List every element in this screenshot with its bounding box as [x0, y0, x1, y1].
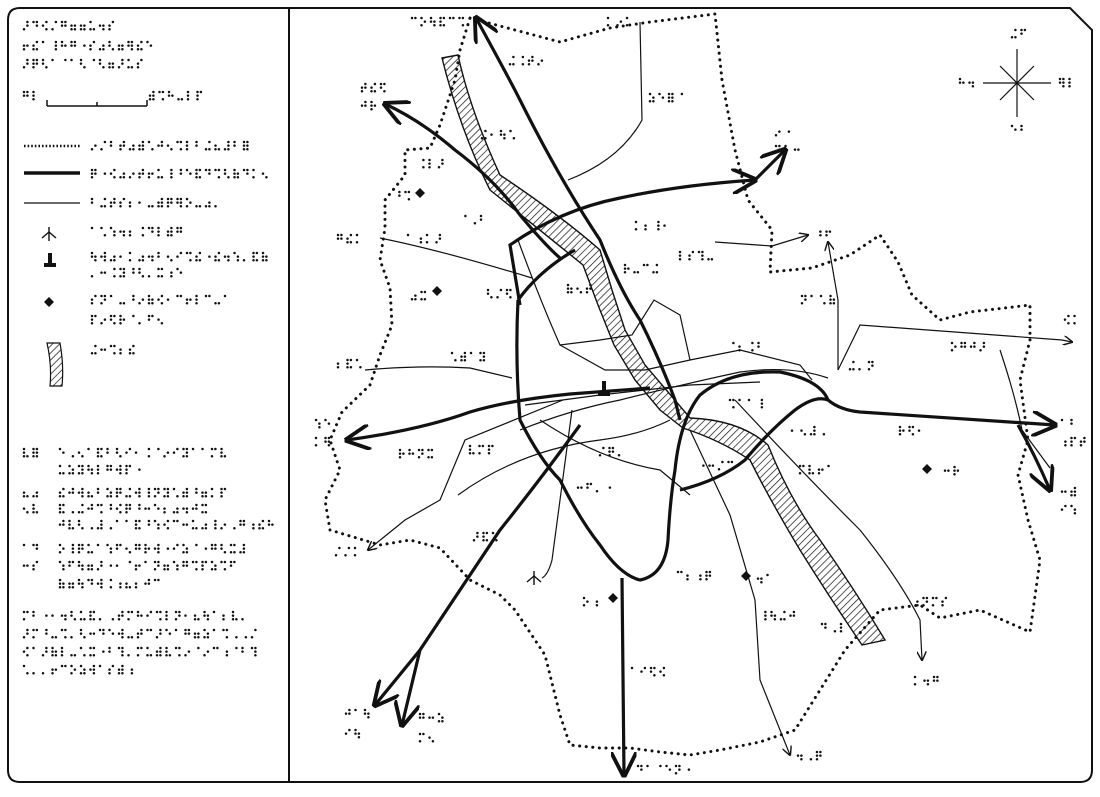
- monument-icon: [44, 253, 56, 267]
- legend-note: [23, 647, 257, 657]
- inner-ring-road: [517, 300, 828, 580]
- map-label: [361, 101, 386, 111]
- airport-icon: [42, 227, 56, 241]
- legend-note: [23, 665, 133, 675]
- compass-rose: [983, 49, 1051, 117]
- legend-title-braille: [23, 21, 202, 101]
- map-label: [801, 295, 835, 305]
- diamond-icon: [608, 593, 618, 603]
- legend-label: [91, 345, 135, 355]
- map-label: [567, 284, 592, 294]
- legend-note: [23, 504, 38, 514]
- compass-south-label: [1011, 125, 1023, 131]
- legend-label: [91, 141, 249, 151]
- diamond-icon: [415, 188, 425, 198]
- map-label: [624, 264, 658, 274]
- map-label: [821, 623, 843, 633]
- legend-panel: [23, 21, 274, 675]
- map-label: [509, 56, 543, 66]
- legend-label: [91, 252, 268, 262]
- map-label: [345, 729, 360, 739]
- legend-title-line: [23, 21, 114, 31]
- legend-note: [23, 611, 244, 621]
- diamond-icon: [922, 464, 932, 474]
- main-roads: [347, 18, 1055, 775]
- monument-icon: [598, 381, 610, 396]
- legend-notes-braille: [23, 448, 274, 675]
- legend-label: [91, 268, 182, 278]
- legend-note: [59, 544, 245, 554]
- legend-note: [59, 579, 160, 589]
- map-label: [899, 426, 921, 436]
- map-label: [422, 159, 444, 169]
- legend-note: [23, 629, 257, 639]
- map-label: [407, 234, 441, 244]
- legend-note: [59, 448, 226, 458]
- map-label: [487, 289, 512, 299]
- map-label: [607, 17, 629, 27]
- map-label: [916, 597, 947, 607]
- map-label: [345, 709, 370, 719]
- map-label: [775, 130, 790, 136]
- map-label: [583, 597, 598, 607]
- map-label: [399, 449, 433, 459]
- map-label: [951, 342, 985, 352]
- scale-start-label: [23, 91, 35, 101]
- map-label: [361, 83, 386, 93]
- map-label: [411, 291, 426, 301]
- map-area: [315, 14, 1086, 775]
- legend-note: [23, 491, 38, 497]
- map-label: [729, 399, 763, 409]
- legend-label: [91, 315, 163, 325]
- legend-note: [59, 465, 141, 475]
- map-label: [599, 447, 621, 457]
- map-label: [451, 352, 485, 362]
- compass-east-label: [1059, 78, 1071, 88]
- map-label: [315, 419, 330, 429]
- scale-end-label: [149, 91, 202, 101]
- map-label: [679, 251, 713, 261]
- legend-note: [59, 561, 236, 571]
- legend-note: [59, 504, 207, 514]
- map-label: [315, 437, 330, 447]
- legend-label: [91, 295, 227, 305]
- legend-label: [91, 227, 182, 237]
- diamond-icon: [432, 286, 442, 296]
- compass-west-label: [959, 78, 974, 88]
- map-label: [1061, 505, 1076, 515]
- map-label: [944, 466, 959, 476]
- map-label: [797, 751, 822, 761]
- legend-note: [59, 520, 274, 530]
- legend-note: [23, 561, 38, 571]
- map-label: [637, 765, 690, 775]
- map-label: [411, 17, 464, 27]
- map-label: [398, 191, 410, 201]
- compass-labels-braille: [959, 29, 1071, 131]
- legend-label: [91, 169, 268, 179]
- legend-title-line: [23, 59, 143, 69]
- map-label: [677, 571, 711, 581]
- compass-north-label: [1011, 29, 1026, 39]
- map-label: [337, 234, 359, 244]
- legend-labels-braille: [91, 141, 268, 355]
- map-label: [337, 359, 362, 369]
- legend-symbol-river: [47, 343, 63, 386]
- map-label: [775, 145, 800, 151]
- map-label: [1064, 437, 1086, 447]
- map-label: [1061, 487, 1076, 497]
- map-label: [791, 426, 825, 436]
- legend-label: [91, 198, 217, 208]
- map-label: [849, 361, 874, 371]
- map-label: [819, 230, 831, 236]
- legend-note: [23, 448, 38, 458]
- map-label: [764, 611, 795, 621]
- map-label: [464, 215, 482, 225]
- map-label: [1061, 419, 1073, 425]
- map-label: [1064, 315, 1076, 325]
- map-label: [419, 733, 434, 743]
- map-label: [635, 221, 666, 231]
- legend-note: [23, 544, 38, 550]
- legend-title-line: [23, 41, 152, 51]
- map-label: [914, 676, 939, 686]
- map-label: [577, 483, 611, 493]
- map-label: [649, 93, 683, 103]
- legend-note: [59, 488, 226, 498]
- diamond-icon: [44, 297, 54, 307]
- map-label: [732, 342, 760, 352]
- airport-icon: [527, 571, 541, 585]
- map-label: [757, 574, 769, 584]
- map-label: [419, 713, 444, 723]
- scale-bar: [47, 100, 147, 106]
- map-label: [481, 130, 515, 140]
- map-label: [631, 667, 665, 677]
- map-label: [335, 547, 357, 557]
- map-label: [469, 445, 494, 455]
